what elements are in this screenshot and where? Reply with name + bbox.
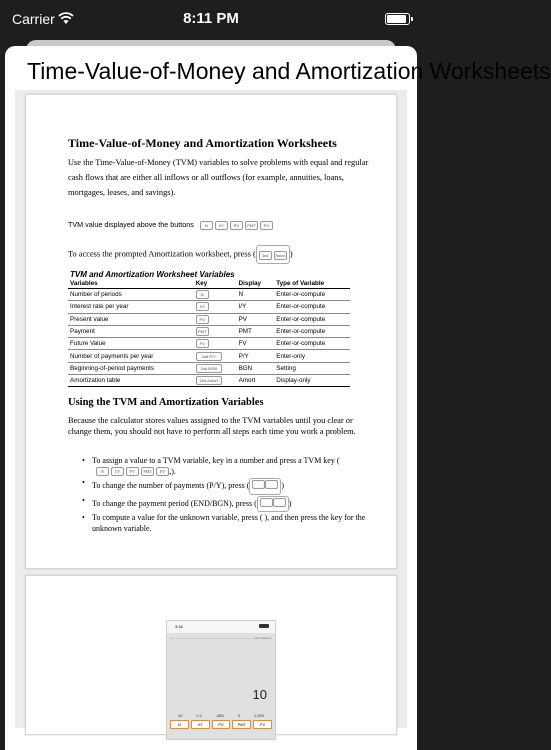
- key-2nd-icon: [252, 480, 265, 489]
- bullet-text: To compute a value for the unknown variable, press ( ), and then press the key for the unknown variable.: [92, 513, 366, 533]
- instruction-list: [82, 456, 378, 535]
- key-icon: I/Y: [196, 302, 209, 311]
- document-scroll-area[interactable]: [15, 90, 407, 728]
- value-pv: -850: [215, 713, 224, 718]
- cell-variable: Number of payments per year: [68, 350, 194, 362]
- col-variables: Variables: [68, 279, 194, 289]
- cell-type: Enter-or-compute: [274, 289, 350, 301]
- cell-variable: Future Value: [68, 338, 194, 350]
- key-2nd-icon: [260, 498, 273, 507]
- key-iy: I/Y: [215, 221, 228, 230]
- value-fv: 1,000: [253, 713, 264, 718]
- sheet-title: Time-Value-of-Money and Amortization Worksheets: [27, 58, 551, 84]
- key-pv: PV: [126, 467, 139, 476]
- col-type: Type of Variable: [274, 279, 350, 289]
- cell-key: [194, 338, 237, 350]
- page-heading: Time-Value-of-Money and Amortization Worksheets: [68, 136, 337, 150]
- using-paragraph: Because the calculator stores values assigned to the TVM variables until you clear or change them, you should not have to perform all steps each time you work a problem.: [68, 416, 356, 436]
- calculator-key-values: [167, 713, 275, 718]
- cell-key: [194, 301, 237, 313]
- cell-display: I/Y: [237, 301, 275, 313]
- cell-type: Enter-or-compute: [274, 301, 350, 313]
- cell-key: [194, 313, 237, 325]
- tvm-keys-group: [200, 221, 273, 230]
- calculator-indicator-row: [171, 638, 271, 642]
- key-amort: Amort: [275, 253, 286, 258]
- cell-variable: Amortization table: [68, 375, 194, 387]
- key-icon: FV: [196, 339, 209, 348]
- key-iy: I/Y: [111, 467, 124, 476]
- bullet-closer: ): [281, 481, 285, 491]
- cell-display: PV: [237, 313, 275, 325]
- calc-key-pmt: PMT: [232, 720, 251, 729]
- cell-key: [194, 325, 237, 337]
- value-iy: 0.1: [196, 713, 202, 718]
- cell-display: PMT: [237, 325, 275, 337]
- cell-key: [194, 375, 237, 387]
- cell-key: [194, 289, 237, 301]
- key-n: N: [200, 221, 213, 230]
- list-item: [82, 513, 378, 534]
- calculator-keys: [170, 720, 272, 729]
- cell-variable: Interest rate per year: [68, 301, 194, 313]
- document-page-1: [25, 94, 397, 569]
- bullet-text: To change the payment period (END/BGN), press (: [92, 498, 257, 508]
- section-heading: Using the TVM and Amortization Variables: [68, 397, 264, 408]
- cell-display: P/Y: [237, 350, 275, 362]
- table-row: [68, 375, 350, 387]
- calc-key-n: N: [170, 720, 189, 729]
- calculator-status-bar: [167, 621, 275, 633]
- table-row: [68, 301, 350, 313]
- cell-type: Display-only: [274, 375, 350, 387]
- key-group: [249, 478, 281, 495]
- document-page-2: [25, 575, 397, 735]
- cell-variable: Payment: [68, 325, 194, 337]
- value-pmt: 0: [237, 713, 241, 718]
- calc-key-iy: I/Y: [191, 720, 210, 729]
- cell-display: FV: [237, 338, 275, 350]
- table-row: [68, 362, 350, 374]
- table-row: [68, 313, 350, 325]
- table-row: [68, 325, 350, 337]
- table-row: [68, 289, 350, 301]
- cell-type: Enter-only: [274, 350, 350, 362]
- cell-type: Setting: [274, 362, 350, 374]
- cell-key: [194, 350, 237, 362]
- key-fv: FV: [156, 467, 169, 476]
- list-item: [82, 456, 378, 477]
- tvm-keys-group: [96, 467, 169, 476]
- col-key: Key: [194, 279, 237, 289]
- cell-type: Enter-or-compute: [274, 313, 350, 325]
- key-py-icon: [265, 480, 278, 489]
- cell-type: Enter-or-compute: [274, 325, 350, 337]
- tvm-display-row: [68, 217, 376, 232]
- table-row: [68, 338, 350, 350]
- list-item: [82, 478, 378, 495]
- bullet-text: To change the number of payments (P/Y), press (: [92, 481, 250, 491]
- table-caption: TVM and Amortization Worksheet Variables: [70, 270, 235, 279]
- key-icon: 2nd BGN: [196, 364, 222, 373]
- key-pv: PV: [230, 221, 243, 230]
- list-item: [82, 496, 378, 513]
- cell-display: Amort: [237, 375, 275, 387]
- access-keys: [256, 245, 290, 264]
- key-pmt: PMT: [245, 221, 258, 230]
- key-icon: N: [196, 290, 209, 299]
- key-group: [257, 496, 289, 513]
- key-icon: PV: [196, 315, 209, 324]
- key-bgn-icon: [273, 498, 286, 507]
- tvm-variables-table: [68, 279, 350, 387]
- cell-variable: Number of periods: [68, 289, 194, 301]
- bullet-closer: ₐ).: [169, 466, 176, 476]
- document-sheet: [5, 46, 551, 750]
- cell-display: BGN: [237, 362, 275, 374]
- bullet-closer: ): [288, 498, 292, 508]
- key-2nd: 2nd: [259, 251, 272, 260]
- calc-key-pv: PV: [212, 720, 231, 729]
- key-fv: FV: [260, 221, 273, 230]
- cell-display: N: [237, 289, 275, 301]
- calculator-indicator: P/Y 1 Dec 2: [255, 636, 271, 640]
- calculator-screenshot: [166, 620, 276, 740]
- key-pmt: PMT: [141, 467, 154, 476]
- cell-type: Enter-or-compute: [274, 338, 350, 350]
- battery-icon: [385, 13, 410, 25]
- key-icon: 2nd P/Y: [196, 352, 222, 361]
- clock: 8:11 PM: [183, 10, 239, 27]
- calculator-display: 10: [252, 687, 267, 702]
- access-text: To access the prompted Amortization worksheet, press (: [68, 249, 256, 259]
- col-display: Display: [237, 279, 275, 289]
- cell-variable: Present value: [68, 313, 194, 325]
- cell-variable: Beginning-of-period payments: [68, 362, 194, 374]
- bullet-text: To assign a value to a TVM variable, key in a number and press a TVM key (: [92, 456, 340, 465]
- calculator-battery-icon: [259, 624, 269, 628]
- value-n: 10: [177, 713, 183, 718]
- access-amortization-row: [68, 245, 376, 264]
- tvm-display-text: TVM value displayed above the buttons: [68, 220, 194, 229]
- status-bar: [0, 0, 422, 38]
- calculator-time: 3:16: [175, 624, 183, 629]
- access-close: ): [289, 249, 293, 259]
- calc-key-fv: FV: [253, 720, 272, 729]
- cell-key: [194, 362, 237, 374]
- carrier-label: Carrier: [12, 11, 55, 27]
- table-row: [68, 350, 350, 362]
- key-icon: 2nd Amort: [196, 376, 222, 385]
- intro-paragraph: Use the Time-Value-of-Money (TVM) variables to solve problems with equal and regular cash flows that are either all inflows or all outflows (for example, annuities, loans, mortgages, leases, and savings).: [68, 158, 369, 197]
- key-icon: PMT: [196, 327, 209, 336]
- table-header-row: [68, 279, 350, 289]
- key-n: N: [96, 467, 109, 476]
